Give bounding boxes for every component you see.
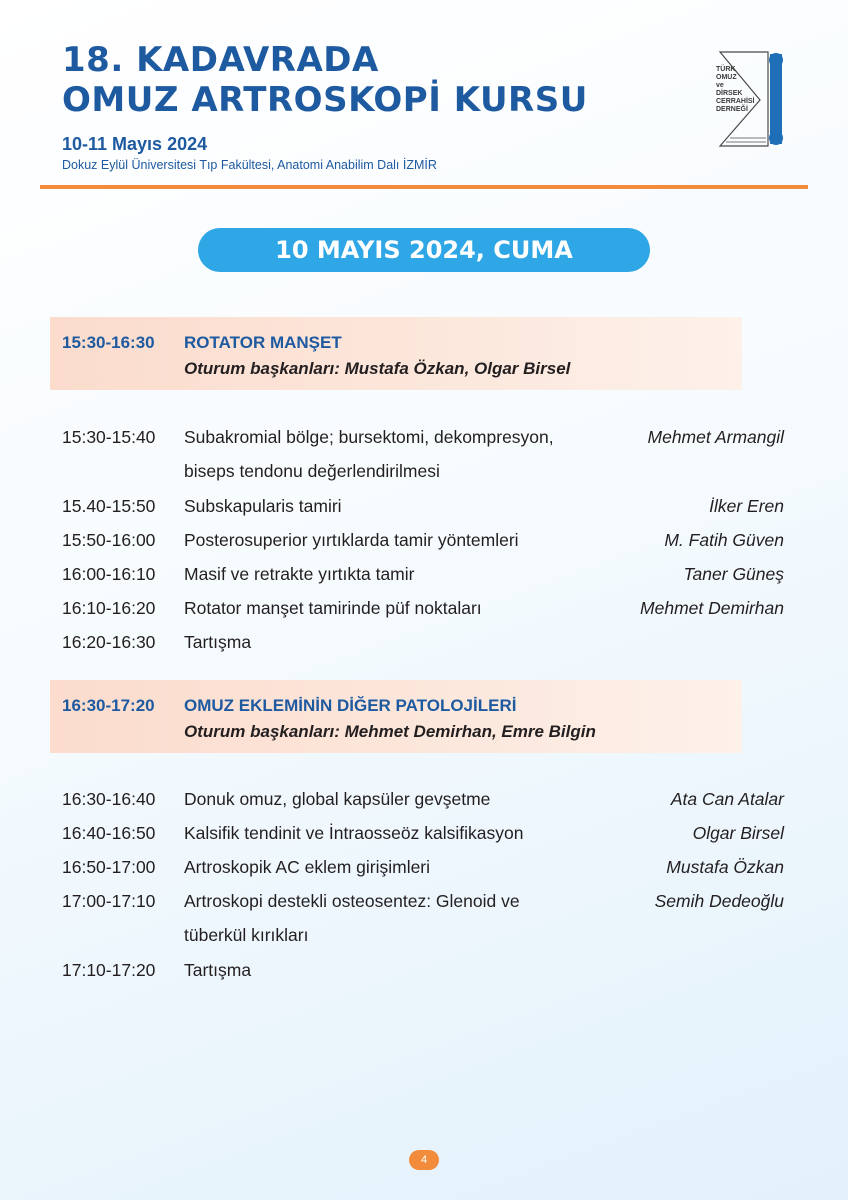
talk-topic: Donuk omuz, global kapsüler gevşetme — [184, 789, 491, 809]
session-time: 16:30-17:20 — [62, 696, 155, 715]
talk-speaker: Olgar Birsel — [692, 823, 784, 843]
talk-time: 15.40-15:50 — [62, 496, 156, 516]
talk-topic-line: Subakromial bölge; bursektomi, dekompresyon, — [184, 427, 554, 447]
talk-time: 16:00-16:10 — [62, 564, 156, 584]
talk-speaker: Mehmet Demirhan — [640, 598, 784, 618]
title-line-2: OMUZ ARTROSKOPİ KURSU — [62, 80, 588, 120]
talk-topic-line: tüberkül kırıkları — [184, 925, 309, 945]
talk-speaker: Mustafa Özkan — [666, 857, 784, 877]
logo-line: ve — [716, 82, 724, 89]
session-title: OMUZ EKLEMİNİN DİĞER PATOLOJİLERİ — [184, 696, 517, 715]
talk-time: 17:00-17:10 — [62, 891, 156, 911]
talk-speaker: M. Fatih Güven — [664, 530, 784, 550]
course-dates: 10-11 Mayıs 2024 — [62, 134, 208, 154]
session-chairs: Oturum başkanları: Mehmet Demirhan, Emre Bilgin — [184, 722, 596, 741]
logo-line: DİRSEK — [716, 90, 743, 97]
talk-time: 17:10-17:20 — [62, 960, 156, 980]
talk-topic: Kalsifik tendinit ve İntraosseöz kalsifikasyon — [184, 823, 524, 843]
logo-text — [716, 66, 776, 114]
talk-time: 15:50-16:00 — [62, 530, 156, 550]
page-title — [62, 40, 588, 120]
logo-line: TÜRK — [716, 66, 736, 73]
talk-topic: Tartışma — [184, 632, 252, 652]
session-chairs: Oturum başkanları: Mustafa Özkan, Olgar Birsel — [184, 359, 571, 378]
talk-time: 16:50-17:00 — [62, 857, 156, 877]
logo-line: DERNEĞİ — [716, 106, 748, 113]
talk-topic: Tartışma — [184, 960, 252, 980]
talk-time: 16:30-16:40 — [62, 789, 156, 809]
talk-topic — [184, 884, 604, 952]
day-banner: 10 MAYIS 2024, CUMA — [198, 228, 650, 272]
talk-topic — [184, 420, 604, 488]
talk-speaker: Semih Dedeoğlu — [654, 891, 784, 911]
logo-line: CERRAHİSİ — [716, 98, 755, 105]
page-number: 4 — [409, 1150, 439, 1170]
talk-time: 16:20-16:30 — [62, 632, 156, 652]
talk-topic-line: biseps tendonu değerlendirilmesi — [184, 461, 440, 481]
talk-topic: Subskapularis tamiri — [184, 496, 342, 516]
header-divider — [40, 185, 808, 189]
session-time: 15:30-16:30 — [62, 333, 155, 352]
talk-topic: Masif ve retrakte yırtıkta tamir — [184, 564, 415, 584]
talk-speaker: Mehmet Armangil — [647, 427, 784, 447]
talk-time: 15:30-15:40 — [62, 427, 156, 447]
talk-topic-line: Artroskopi destekli osteosentez: Glenoid ve — [184, 891, 520, 911]
session-header — [50, 680, 742, 753]
logo-line: OMUZ — [716, 74, 737, 81]
talk-speaker: Ata Can Atalar — [670, 789, 784, 809]
talk-topic: Artroskopik AC eklem girişimleri — [184, 857, 431, 877]
talk-speaker: İlker Eren — [709, 496, 784, 516]
talk-time: 16:40-16:50 — [62, 823, 156, 843]
course-venue: Dokuz Eylül Üniversitesi Tıp Fakültesi, Anatomi Anabilim Dalı İZMİR — [62, 158, 437, 172]
title-line-1: 18. KADAVRADA — [62, 40, 379, 80]
session-header — [50, 317, 742, 390]
session-title: ROTATOR MANŞET — [184, 333, 342, 352]
talk-speaker: Taner Güneş — [683, 564, 784, 584]
talk-time: 16:10-16:20 — [62, 598, 156, 618]
talk-topic: Posterosuperior yırtıklarda tamir yöntemleri — [184, 530, 519, 550]
talk-topic: Rotator manşet tamirinde püf noktaları — [184, 598, 482, 618]
